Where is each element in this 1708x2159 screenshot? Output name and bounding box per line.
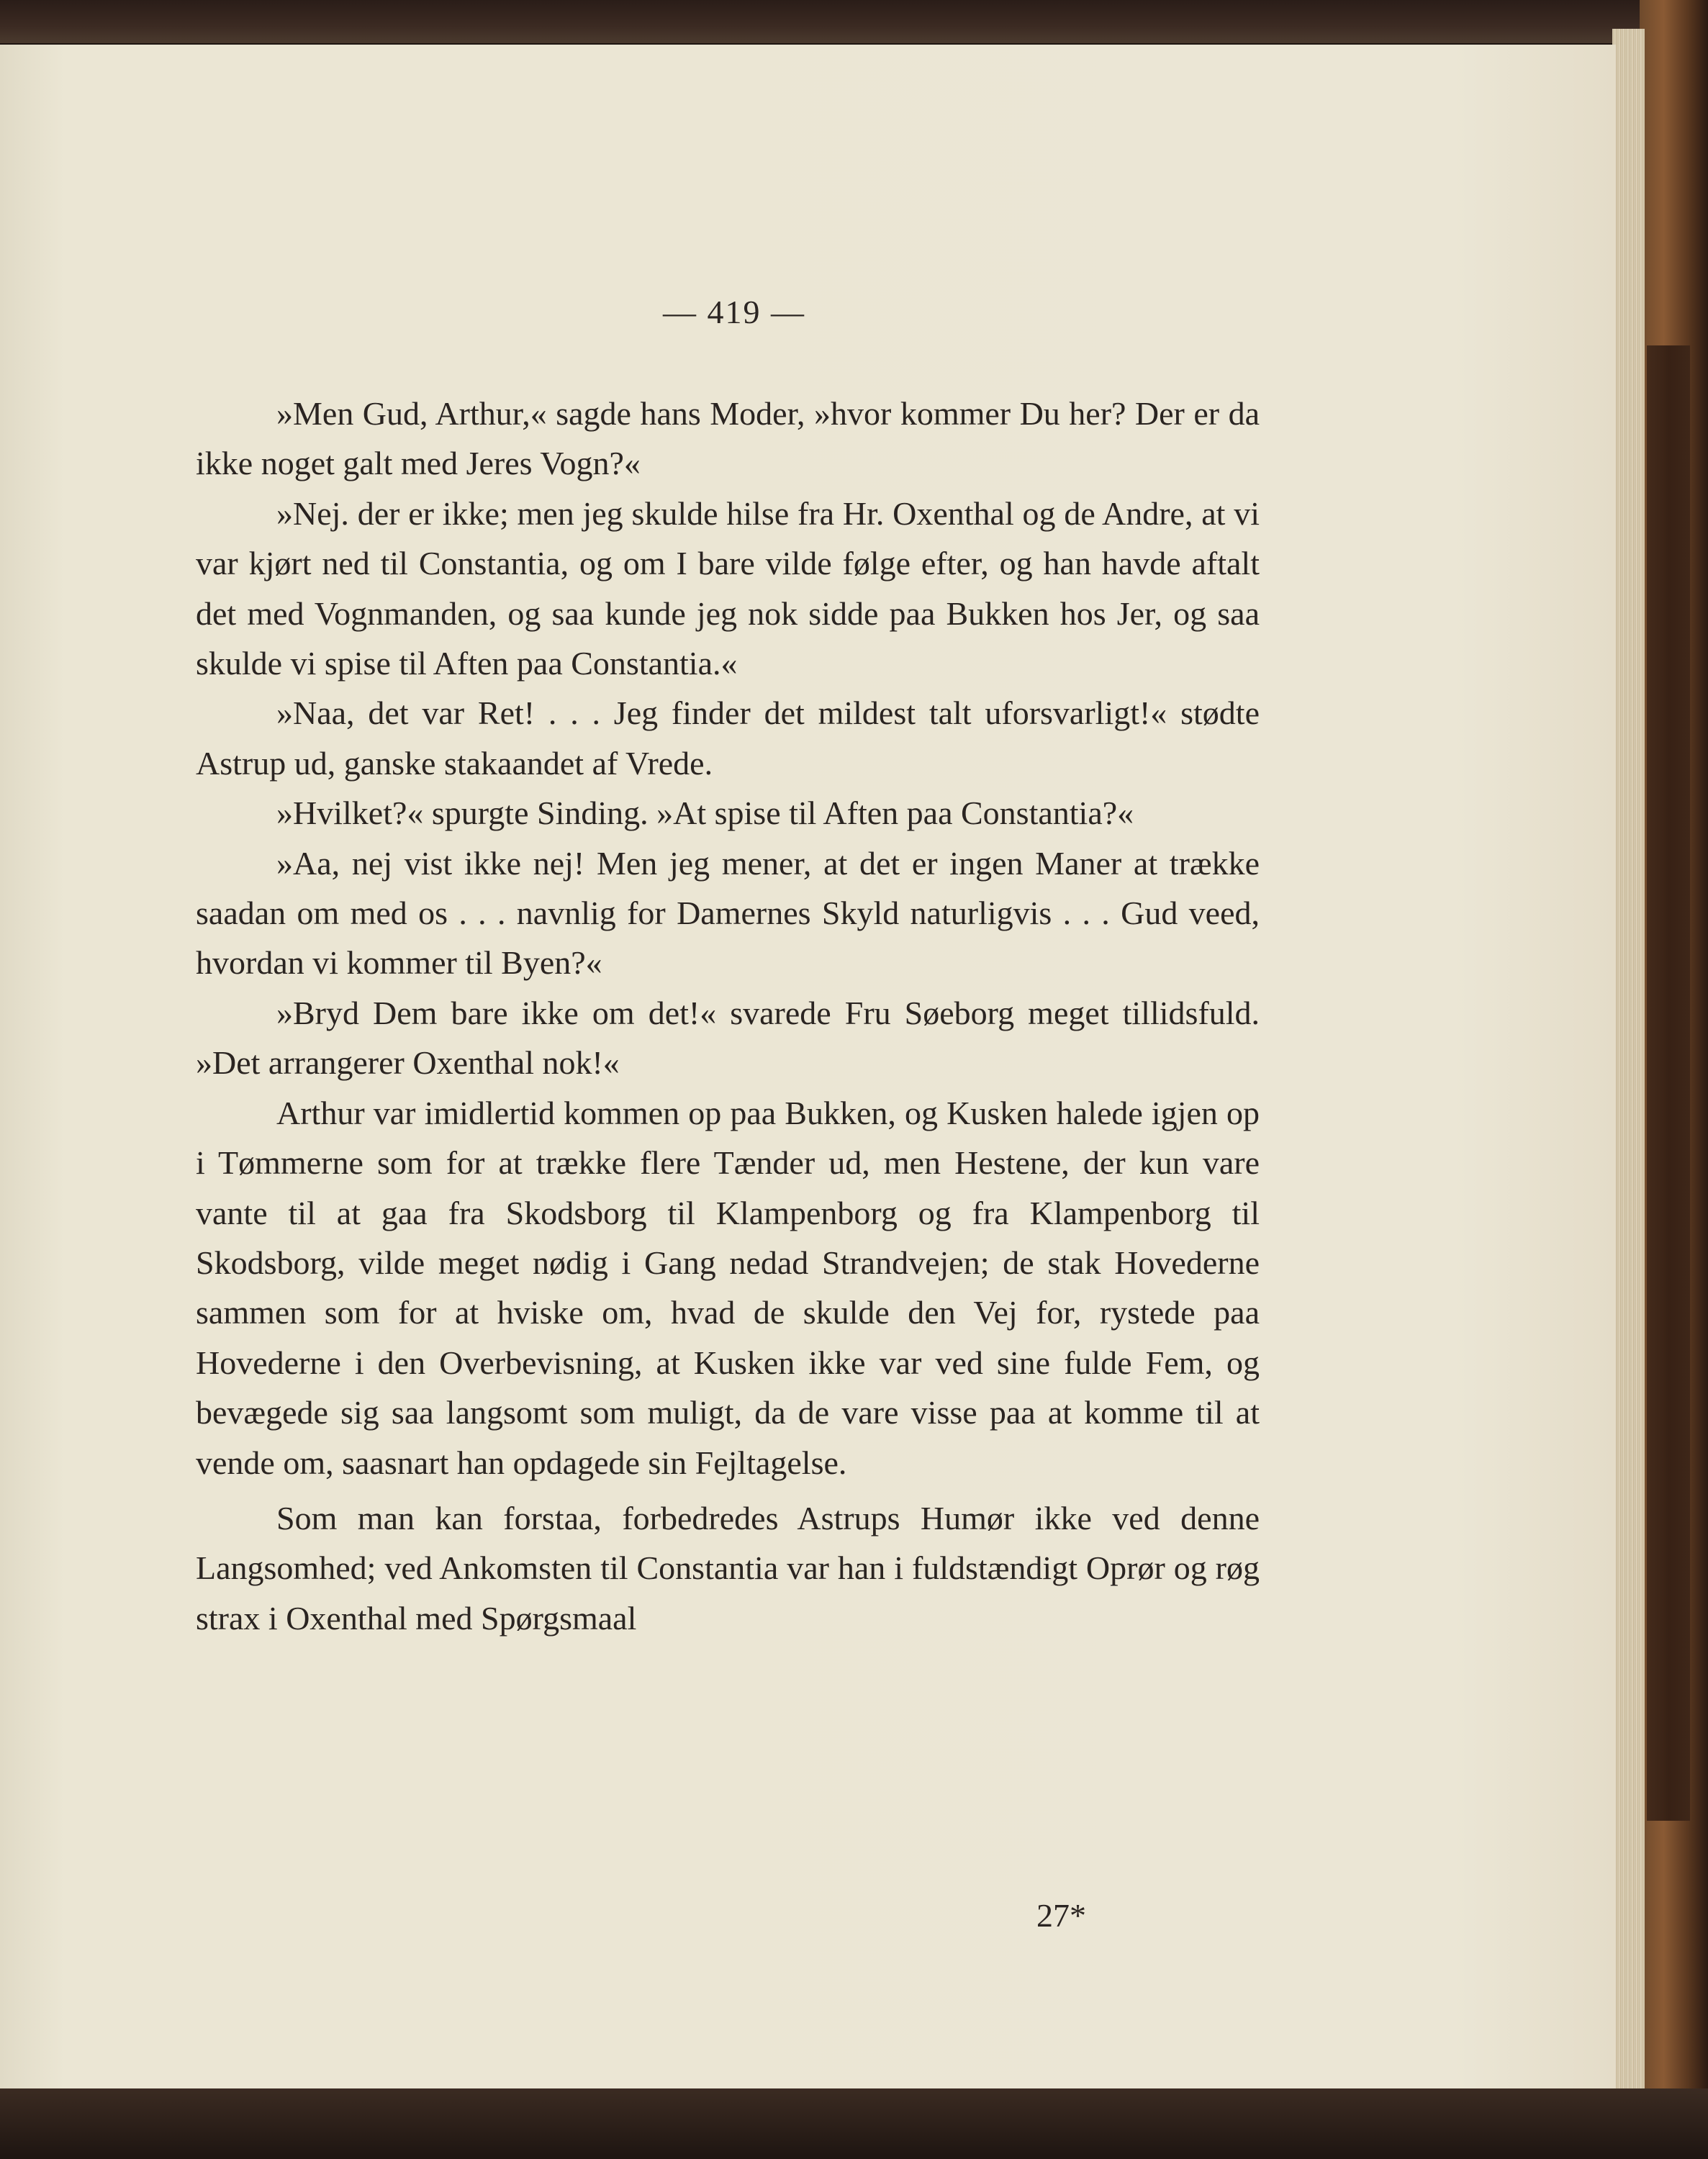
book-page (0, 45, 1616, 2088)
book-top-edge (0, 0, 1708, 43)
page-text (196, 389, 1260, 1643)
book-bottom-edge (0, 2088, 1708, 2159)
page-leaves (1612, 29, 1645, 2116)
paragraph: »Naa, det var Ret! . . . Jeg finder det mildest talt uforsvarligt!« stødte Astrup ud, ganske stakaandet af Vrede. (196, 694, 1260, 782)
paragraph: »Men Gud, Arthur,« sagde hans Moder, »hvor kommer Du her? Der er da ikke noget galt med Jeres Vogn?« (196, 395, 1260, 482)
paragraph: Arthur var imidlertid kommen op paa Bukken, og Kusken halede igjen op i Tømmerne som for at trække flere Tænder ud, men Hestene, der kun vare vante til at gaa fra Skodsborg til Klampenborg og fra Klampenborg til Skodsborg, vilde meget nødig i Gang nedad Strandvejen; de stak Hovederne sammen som for at hviske om, hvad de skulde den Vej for, rystede paa Hovederne i den Overbevisning, at Kusken ikke var ved sine fulde Fem, og bevægede sig saa langsomt som muligt, da de vare visse paa at komme til at vende om, saasnart han opdagede sin Fejltagelse. (196, 1094, 1260, 1481)
paragraph: »Hvilket?« spurgte Sinding. »At spise til Aften paa Constantia?« (276, 795, 1134, 832)
paragraph: »Nej. der er ikke; men jeg skulde hilse fra Hr. Oxenthal og de Andre, at vi var kjørt ned til Constantia, og om I bare vilde følge efter, og han havde aftalt det med Vognmanden, og saa kunde jeg nok sidde paa Bukken hos Jer, og saa skulde vi spise til Aften paa Constantia.« (196, 494, 1260, 682)
paragraph: Som man kan forstaa, forbedredes Astrups Humør ikke ved denne Langsomhed; ved Ankomsten til Constantia var han i fuldstændigt Oprør og røg strax i Oxenthal med Spørgsmaal (196, 1499, 1260, 1637)
signature-mark: 27* (1036, 1897, 1086, 1934)
page-number: — 419 — (663, 294, 805, 330)
paragraph: »Bryd Dem bare ikke om det!« svarede Fru Søeborg meget tillidsfuld. »Det arrangerer Oxenthal nok!« (196, 994, 1260, 1082)
paragraph: »Aa, nej vist ikke nej! Men jeg mener, at det er ingen Maner at trække saadan om med os . . . navnlig for Damernes Skyld naturligvis . . . Gud veed, hvordan vi kommer til Byen?« (196, 844, 1260, 982)
book-cover-edge (1640, 0, 1708, 2159)
